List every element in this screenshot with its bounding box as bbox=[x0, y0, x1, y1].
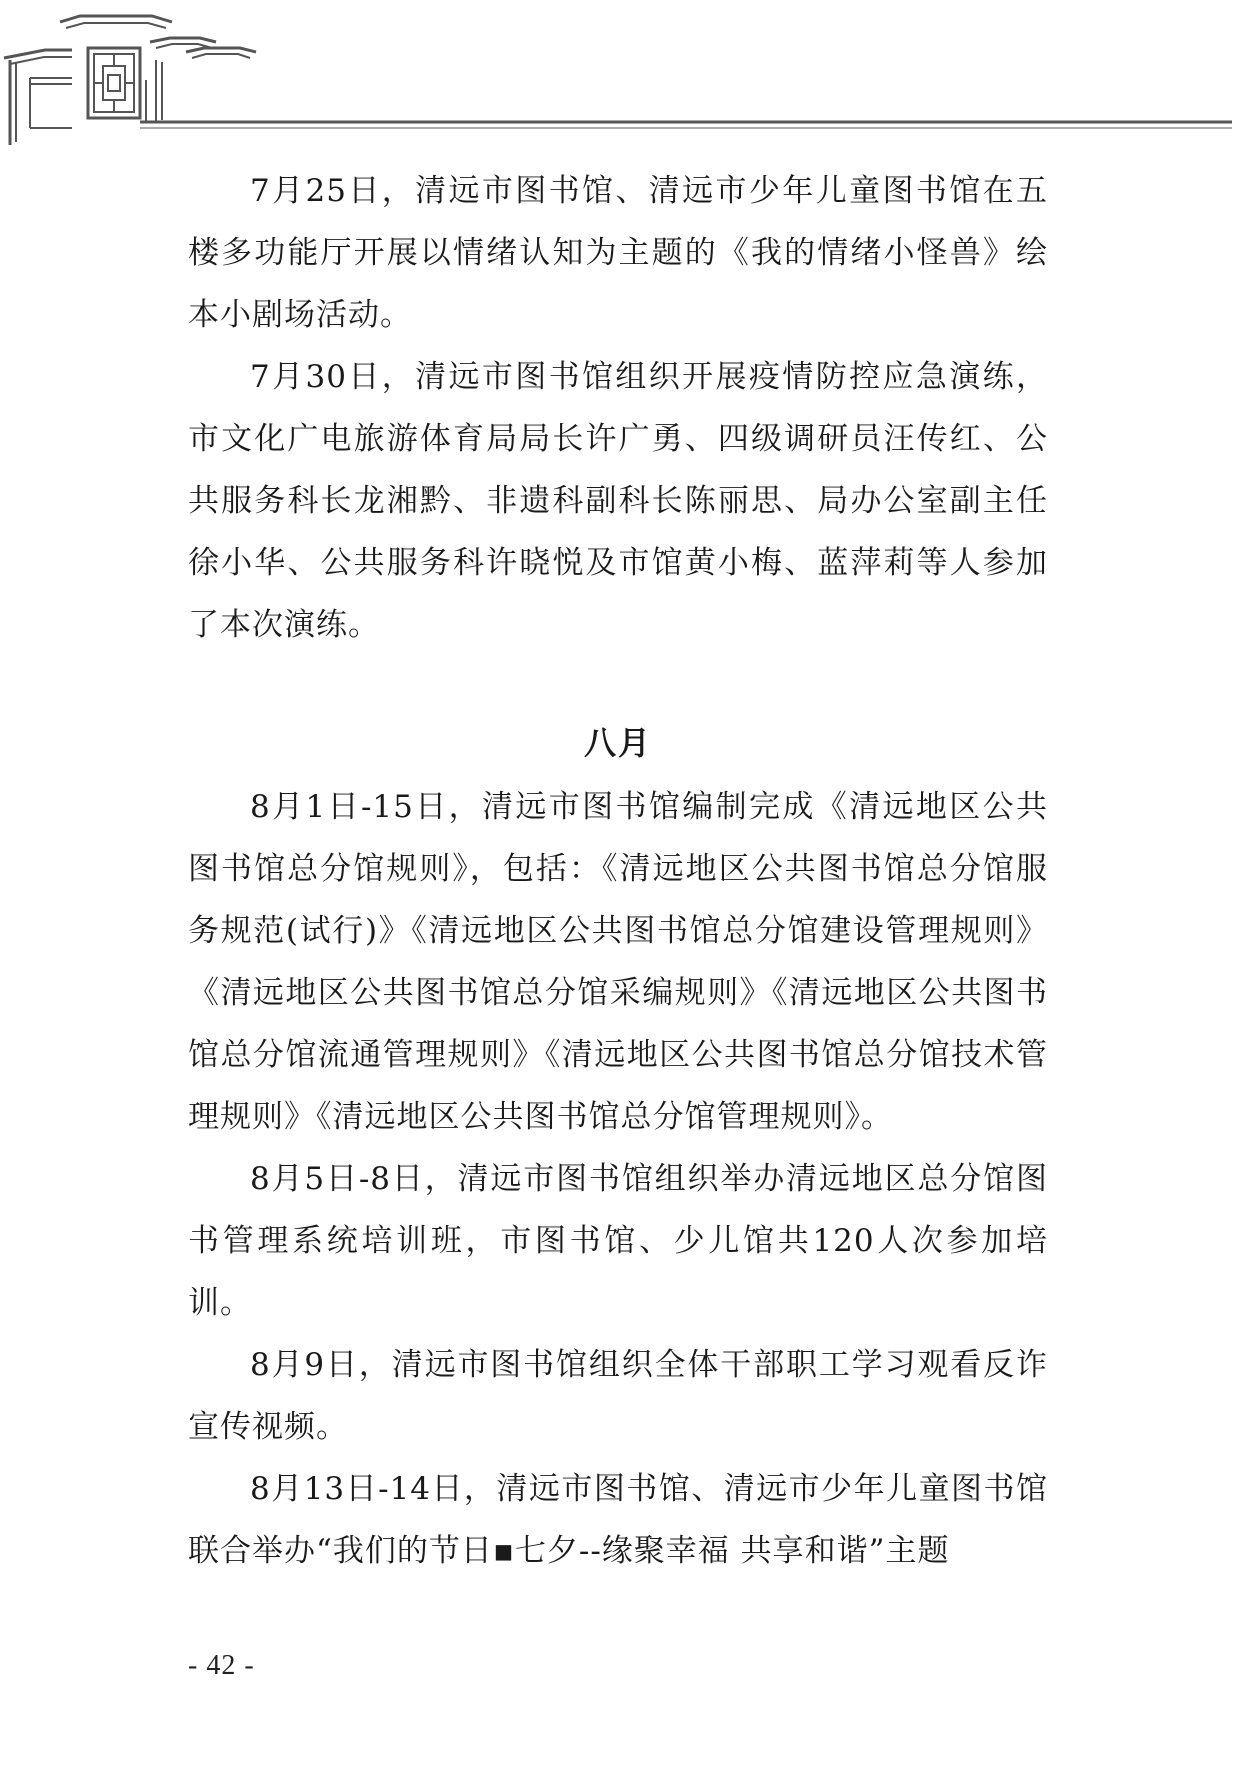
page-number: - 42 - bbox=[188, 1650, 255, 1681]
paragraph-july-25: 7月25日，清远市图书馆、清远市少年儿童图书馆在五楼多功能厅开展以情绪认知为主题的《我的情绪小怪兽》绘本小剧场活动。 bbox=[188, 173, 1048, 333]
paragraph-august-13-14: 8月13日-14日，清远市图书馆、清远市少年儿童图书馆联合举办“我们的节日▪七夕--缘聚幸福 共享和谐”主题 bbox=[188, 1471, 1048, 1569]
paragraph-august-5-8: 8月5日-8日，清远市图书馆组织举办清远地区总分馆图书管理系统培训班，市图书馆、少儿馆共120人次参加培训。 bbox=[188, 1161, 1048, 1321]
paragraph-august-9: 8月9日，清远市图书馆组织全体干部职工学习观看反诈宣传视频。 bbox=[188, 1347, 1048, 1445]
section-spacer bbox=[188, 656, 1048, 710]
section-title-august: 八月 bbox=[583, 724, 652, 762]
document-body bbox=[188, 160, 1048, 1582]
paragraph-august-1-15: 8月1日-15日，清远市图书馆编制完成《清远地区公共图书馆总分馆规则》，包括：《清远地区公共图书馆总分馆服务规范(试行)》《清远地区公共图书馆总分馆建设管理规则》《清远地区公共图书馆总分馆采编规则》《清远地区公共图书馆总分馆流通管理规则》《清远地区公共图书馆总分馆技术管理规则》《清远地区公共图书馆总分馆管理规则》。 bbox=[188, 789, 1048, 1135]
traditional-eave-ornament-icon bbox=[0, 0, 1249, 150]
paragraph-july-30: 7月30日，清远市图书馆组织开展疫情防控应急演练，市文化广电旅游体育局局长许广勇、四级调研员汪传红、公共服务科长龙湘黔、非遗科副科长陈丽思、局办公室副主任徐小华、公共服务科许晓悦及市馆黄小梅、蓝萍莉等人参加了本次演练。 bbox=[188, 359, 1048, 643]
